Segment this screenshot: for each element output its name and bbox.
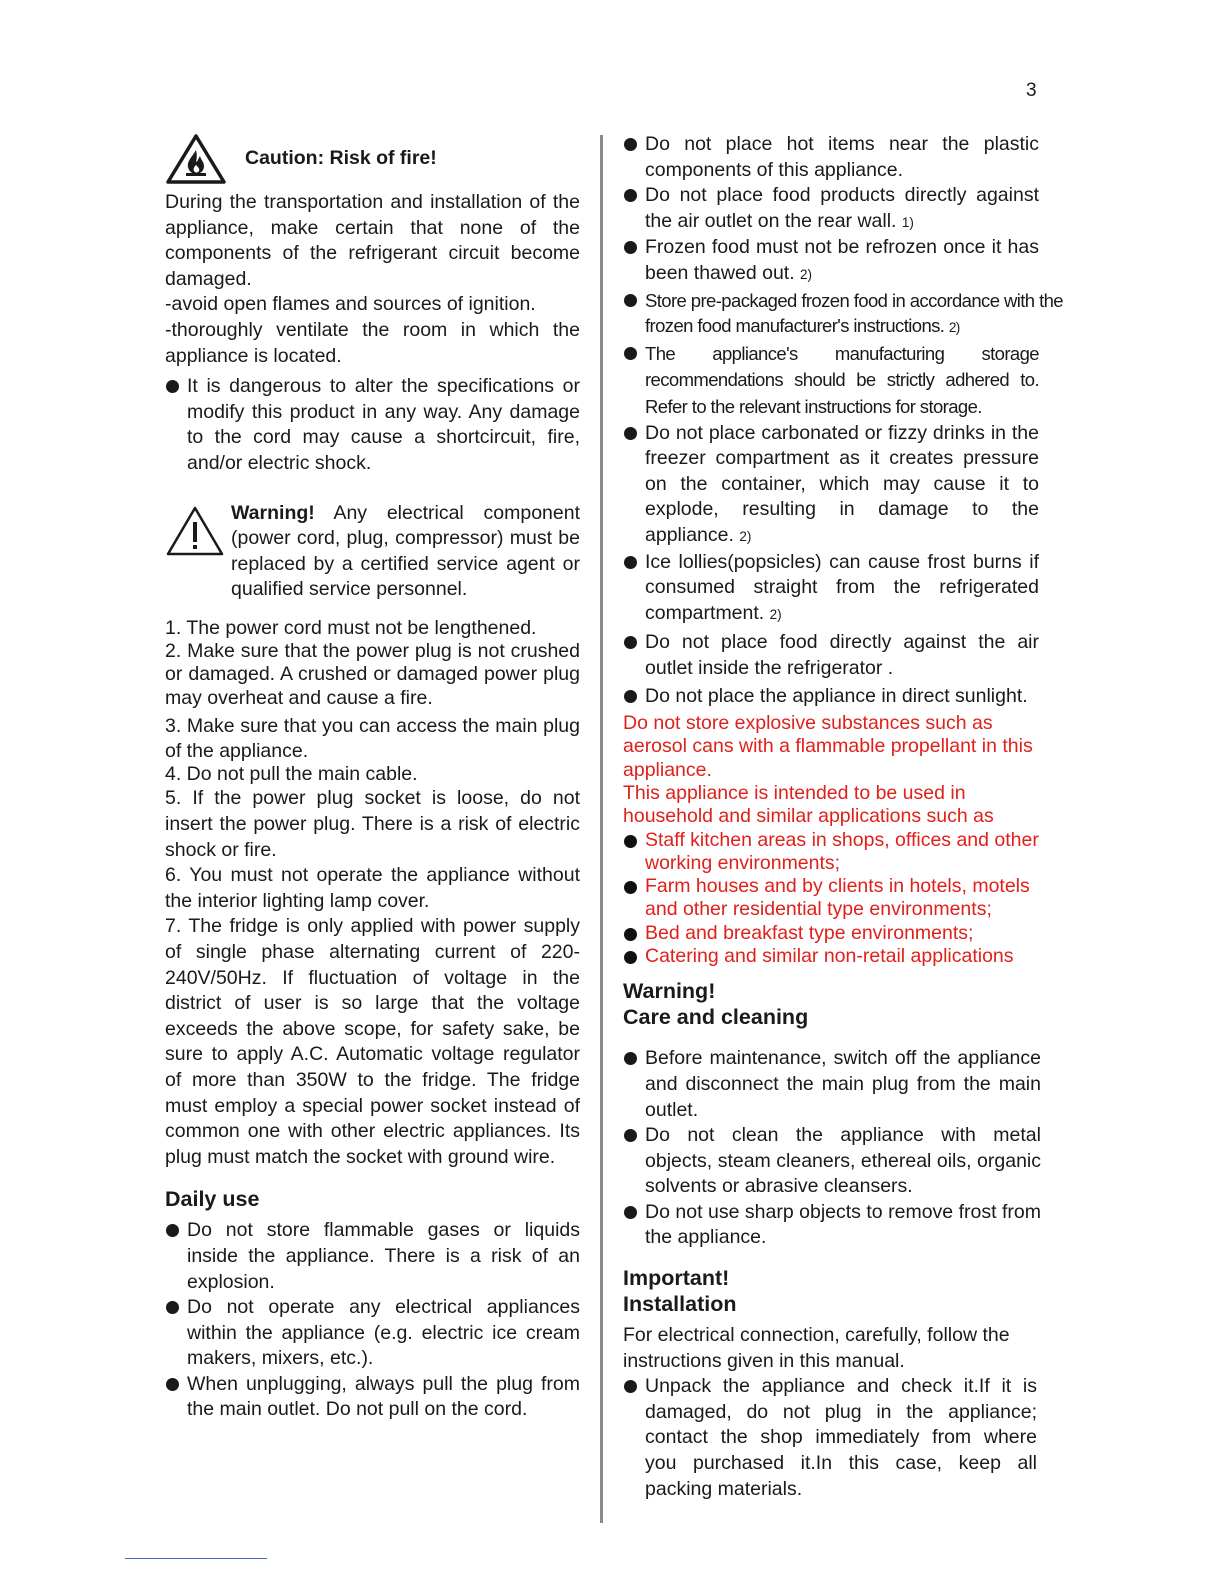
numbered-instructions (165, 617, 580, 1170)
storage-rules-list (623, 132, 1063, 710)
list-item: Staff kitchen areas in shops, offices and other working environments; (623, 829, 1063, 876)
list-item-text: Frozen food must not be refrozen once it has been thawed out. (645, 236, 1039, 284)
intended-use-notice: This appliance is intended to be used in household and similar applications such as (623, 781, 994, 828)
care-warning-title: Warning! (623, 979, 716, 1004)
numbered-item: 7. The fridge is only applied with power supply of single phase alternating current of 220-240V/50Hz. If fluctuation of voltage in the district of user is so large that the voltage exceeds the above scope, for safety sake, be sure to apply A.C. Automatic voltage regulator of more than 350W to the fridge. The fridge must employ a special power socket instead of common one with other electric appliances. Its plug must match the socket with ground wire. (165, 915, 580, 1168)
list-item: It is dangerous to alter the specifications or modify this product in any way. Any damage to the cord may cause a shortcircuit, fire, and/or electric shock. (165, 374, 580, 476)
numbered-item: 3. Make sure that you can access the main plug of the appliance. (165, 715, 580, 762)
fire-caution-title: Caution: Risk of fire! (245, 147, 437, 170)
daily-use-title: Daily use (165, 1187, 260, 1212)
list-item-text: Do not place carbonated or fizzy drinks in the freezer compartment as it creates pressure on the container, which may cause it to explode, resulting in damage to the appliance. (645, 421, 1039, 546)
avoid-flames-line: -avoid open flames and sources of ignition. (165, 293, 536, 316)
explosive-notice: Do not store explosive substances such as aerosol cans with a flammable propellant in this appliance. (623, 712, 1033, 781)
warning-text (231, 501, 580, 603)
right-column (623, 132, 1061, 1502)
list-item: Before maintenance, switch off the appliance and disconnect the main plug from the main outlet. (623, 1046, 1041, 1123)
warning-label: Warning! (231, 501, 315, 524)
list-item: Farm houses and by clients in hotels, motels and other residential type environments; (623, 875, 1063, 922)
list-item (623, 421, 1039, 550)
numbered-item: 2. Make sure that the power plug is not crushed or damaged. A crushed or damaged power plug may overheat and cause a fire. (165, 639, 580, 709)
transport-paragraph: During the transportation and installation of the appliance, make certain that none of the components of the refrigerant circuit become damaged. (165, 191, 580, 290)
numbered-item: 4. Do not pull the main cable. (165, 763, 418, 786)
daily-use-list (165, 1218, 580, 1423)
list-item: Catering and similar non-retail applications (623, 945, 1063, 968)
care-cleaning-title: Care and cleaning (623, 1005, 809, 1030)
list-item-text: Do not place the appliance in direct sunlight. (645, 685, 1028, 708)
list-item (623, 684, 1039, 710)
list-item: Do not operate any electrical appliances within the appliance (e.g. electric ice cream makers, mixers, etc.). (165, 1295, 580, 1372)
list-item: Unpack the appliance and check it.If it is damaged, do not plug in the appliance; contact the shop immediately from where you purchased it.In this case, keep all packing materials. (623, 1374, 1037, 1502)
electrical-warning (165, 501, 580, 603)
care-list (623, 1046, 1041, 1251)
list-item-text: Do not place food directly against the air outlet inside the refrigerator . (645, 631, 1039, 679)
numbered-item: 5. If the power plug socket is loose, do not insert the power plug. There is a risk of electric shock or fire. (165, 787, 580, 861)
list-item-text: Do not place hot items near the plastic components of this appliance. (645, 133, 1039, 181)
important-title: Important! (623, 1266, 730, 1291)
ventilate-line: -thoroughly ventilate the room in which the appliance is located. (165, 318, 580, 367)
intended-use-list (623, 829, 1063, 969)
column-divider (600, 135, 603, 1523)
warning-triangle-icon (165, 505, 225, 557)
installation-title: Installation (623, 1292, 737, 1317)
list-item (623, 235, 1039, 287)
list-item: Bed and breakfast type environments; (623, 922, 1063, 945)
fire-caution-heading (165, 132, 580, 186)
installation-list (623, 1374, 1037, 1502)
list-item (623, 183, 1039, 235)
restriction-notice (623, 712, 1039, 968)
footnote-ref: 2) (739, 528, 752, 544)
list-item: When unplugging, always pull the plug from the main outlet. Do not pull on the cord. (165, 1372, 580, 1423)
list-item-text: Do not place food products directly against the air outlet on the rear wall. (645, 184, 1039, 232)
numbered-item: 6. You must not operate the appliance without the interior lighting lamp cover. (165, 864, 580, 912)
list-item (623, 550, 1039, 628)
list-item-text: The appliance's manufacturing storage recommendations should be strictly adhered to. Refer to the relevant instructions for storage. (645, 342, 1039, 417)
list-item (623, 630, 1039, 681)
list-item: Do not store flammable gases or liquids inside the appliance. There is a risk of an explosion. (165, 1218, 580, 1295)
footnote-ref: 2) (769, 606, 782, 622)
footnote-ref: 1) (901, 214, 914, 230)
warning-body: Any electrical component (power cord, plug, compressor) must be replaced by a certified service agent or qualified service personnel. (231, 501, 580, 601)
list-item (623, 132, 1039, 183)
list-item-text: Store pre-packaged frozen food in accordance with the frozen food manufacturer's instructions. (645, 289, 1063, 337)
list-item: Do not use sharp objects to remove frost from the appliance. (623, 1200, 1041, 1251)
list-item-text: Ice lollies(popsicles) can cause frost burns if consumed straight from the refrigerated compartment. (645, 550, 1039, 624)
footnote-ref: 2) (800, 266, 813, 282)
fire-warning-icon (165, 133, 227, 185)
footer-rule (125, 1558, 267, 1559)
page-number: 3 (1026, 80, 1037, 101)
numbered-item: 1. The power cord must not be lengthened. (165, 616, 537, 639)
footnote-ref: 2) (948, 320, 960, 336)
installation-paragraph: For electrical connection, carefully, follow the instructions given in this manual. (623, 1324, 1010, 1372)
list-item: Do not clean the appliance with metal objects, steam cleaners, ethereal oils, organic solvents or abrasive cleansers. (623, 1123, 1041, 1200)
left-column (165, 132, 580, 1423)
list-item (623, 341, 1039, 421)
list-item (623, 288, 1063, 341)
modify-warning-list (165, 374, 580, 476)
